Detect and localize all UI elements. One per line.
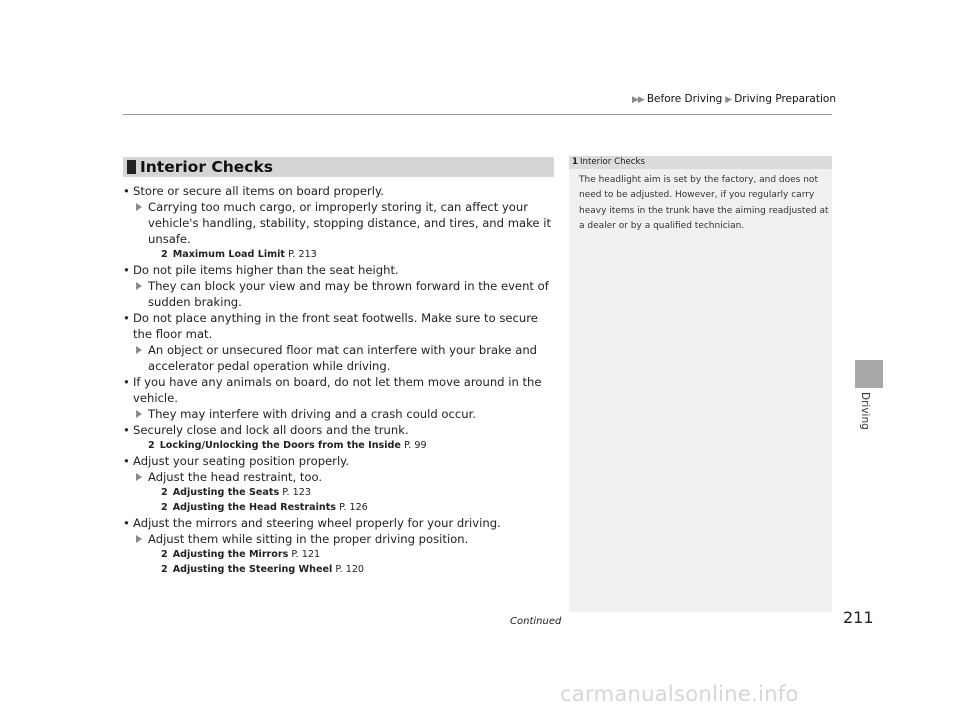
section-title: Interior Checks — [140, 158, 274, 176]
bullet-item: • Adjust the mirrors and steering wheel properly for your driving. — [123, 515, 558, 531]
reference-page: P. 120 — [335, 564, 365, 575]
bullet-item: • Do not pile items higher than the seat height. — [123, 262, 558, 278]
breadcrumb-arrow-icon: ▶▶ — [632, 95, 644, 105]
cross-reference-link[interactable] — [123, 562, 558, 577]
watermark: carmanualsonline.info — [560, 682, 799, 706]
page-number: 211 — [843, 608, 874, 627]
continued-label: Continued — [510, 616, 562, 627]
reference-icon: 2 — [161, 487, 168, 498]
reference-title: Adjusting the Head Restraints — [172, 502, 337, 513]
cross-reference-link[interactable] — [123, 547, 558, 562]
section-header — [123, 157, 554, 177]
sidebar-note-title: Interior Checks — [579, 157, 645, 167]
reference-icon: 2 — [161, 549, 168, 560]
reference-icon: 2 — [148, 440, 155, 451]
reference-page: P. 121 — [291, 549, 321, 560]
sidebar-note-body: The headlight aim is set by the factory, and does not need to be adjusted. However, if you regularly carry heavy items in the trunk have the aiming readjusted at a dealer or by a qualified technician. — [579, 175, 829, 232]
breadcrumb-item[interactable]: Before Driving — [646, 93, 723, 105]
chapter-tab — [855, 360, 883, 388]
chapter-tab-label: Driving — [859, 392, 871, 430]
section-square-icon — [127, 160, 136, 174]
breadcrumb-arrow-icon: ▶ — [725, 95, 732, 105]
sub-item: Adjust them while sitting in the proper driving position. — [123, 531, 558, 547]
sub-item: They may interfere with driving and a crash could occur. — [123, 406, 558, 422]
reference-icon: 2 — [161, 564, 168, 575]
reference-page: P. 213 — [288, 249, 317, 260]
bullet-item: • Store or secure all items on board properly. — [123, 183, 558, 199]
cross-reference-link[interactable] — [123, 500, 558, 515]
reference-page: P. 123 — [282, 487, 311, 498]
reference-title: Maximum Load Limit — [172, 249, 286, 260]
cross-reference-link[interactable] — [123, 438, 558, 453]
cross-reference-link[interactable] — [123, 485, 558, 500]
reference-title: Adjusting the Seats — [172, 487, 280, 498]
sidebar-note-header — [569, 156, 832, 169]
breadcrumb-item[interactable]: Driving Preparation — [734, 93, 836, 105]
reference-title: Adjusting the Steering Wheel — [172, 564, 333, 575]
main-content — [123, 183, 558, 577]
sub-item: Adjust the head restraint, too. — [123, 469, 558, 485]
reference-icon: 2 — [161, 502, 168, 513]
reference-page: P. 126 — [339, 502, 368, 513]
reference-page: P. 99 — [403, 440, 427, 451]
breadcrumb — [632, 93, 836, 105]
reference-title: Locking/Unlocking the Doors from the Inside — [159, 440, 401, 451]
sub-item: They can block your view and may be thrown forward in the event of sudden braking. — [123, 278, 558, 310]
sidebar-note-number: 1 — [572, 157, 578, 167]
bullet-item: • If you have any animals on board, do not let them move around in the vehicle. — [123, 374, 558, 406]
sidebar-note — [569, 156, 832, 612]
bullet-item: • Securely close and lock all doors and the trunk. — [123, 422, 558, 438]
sub-item: An object or unsecured floor mat can interfere with your brake and accelerator pedal operation while driving. — [123, 342, 558, 374]
reference-title: Adjusting the Mirrors — [172, 549, 289, 560]
bullet-item: • Adjust your seating position properly. — [123, 453, 558, 469]
sub-item: Carrying too much cargo, or improperly storing it, can affect your vehicle's handling, stability, stopping distance, and tires, and make it unsafe. — [123, 199, 558, 247]
reference-icon: 2 — [161, 249, 168, 260]
bullet-item: • Do not place anything in the front seat footwells. Make sure to secure the floor mat. — [123, 310, 558, 342]
header-divider — [123, 114, 832, 115]
cross-reference-link[interactable] — [123, 247, 558, 262]
